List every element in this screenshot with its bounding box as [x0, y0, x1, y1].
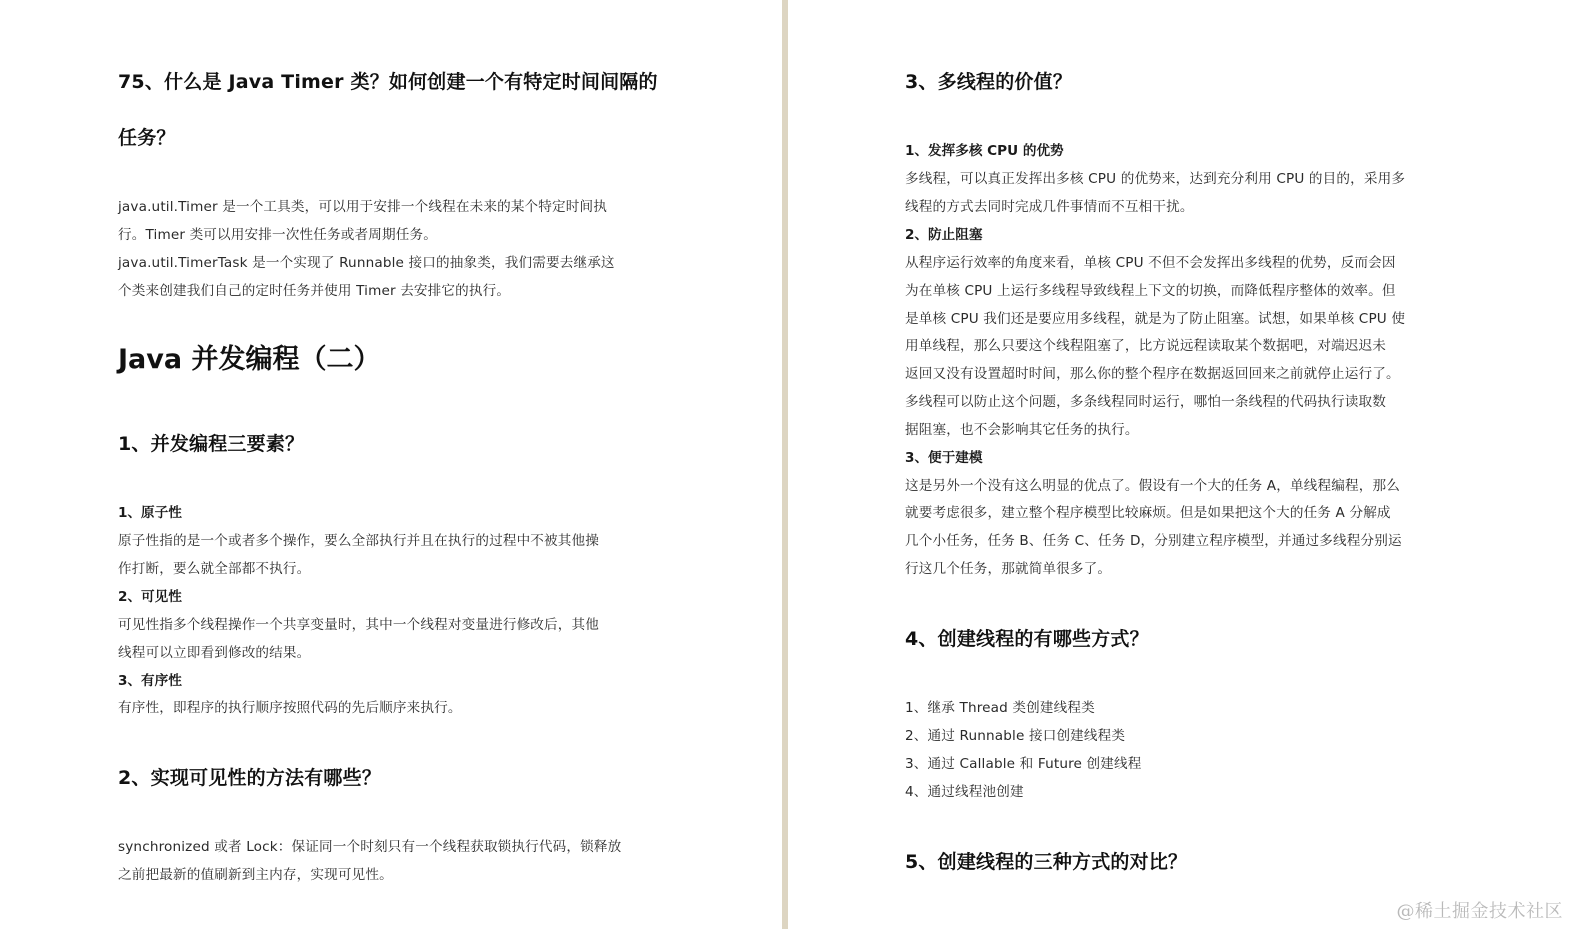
q1-atomicity-line2: 作打断，要么就全部都不执行。: [118, 561, 311, 577]
q2-title: 2、实现可见性的方法有哪些？: [118, 767, 382, 789]
q1-subtitle-visibility: 2、可见性: [118, 589, 182, 605]
q3-modeling-line1: 这是另外一个没有这么明显的优点了。假设有一个大的任务 A，单线程编程，那么: [905, 478, 1400, 494]
q3-blocking-line4: 用单线程，那么只要这个线程阻塞了，比方说远程读取某个数据吧，对端迟迟未: [905, 338, 1387, 354]
q1-title: 1、并发编程三要素？: [118, 433, 305, 455]
q3-modeling-line3: 几个小任务，任务 B、任务 C、任务 D，分别建立程序模型，并通过多线程分别运: [905, 533, 1402, 549]
q3-subtitle-modeling: 3、便于建模: [905, 450, 983, 466]
q5-title: 5、创建线程的三种方式的对比？: [905, 851, 1188, 873]
q75-paragraph1-line2: 行。Timer 类可以用安排一次性任务或者周期任务。: [118, 227, 437, 243]
q4-list-item: 2、通过 Runnable 接口创建线程类: [905, 728, 1126, 744]
q1-subtitle-atomicity: 1、原子性: [118, 505, 182, 521]
watermark-text: @稀土掘金技术社区: [1396, 901, 1563, 922]
q4-list-item: 1、继承 Thread 类创建线程类: [905, 700, 1095, 716]
q75-paragraph2-line1: java.util.TimerTask 是一个实现了 Runnable 接口的抽象类，我们需要去继承这: [118, 255, 615, 271]
q3-blocking-line6: 多线程可以防止这个问题，多条线程同时运行，哪怕一条线程的代码执行读取数: [905, 394, 1387, 410]
q75-title-line1: 75、什么是 Java Timer 类？如何创建一个有特定时间间隔的: [118, 71, 658, 93]
q3-modeling-line2: 就要考虑很多，建立整个程序模型比较麻烦。但是如果把这个大的任务 A 分解成: [905, 505, 1391, 521]
q1-subtitle-ordering: 3、有序性: [118, 673, 182, 689]
q3-multicore-line2: 线程的方式去同时完成几件事情而不互相干扰。: [905, 199, 1194, 215]
q3-blocking-line3: 是单核 CPU 我们还是要应用多线程，就是为了防止阻塞。试想，如果单核 CPU 使: [905, 311, 1406, 327]
q1-visibility-line2: 线程可以立即看到修改的结果。: [118, 645, 311, 661]
q3-blocking-line5: 返回又没有设置超时时间，那么你的整个程序在数据返回回来之前就停止运行了。: [905, 366, 1400, 382]
q1-ordering-line1: 有序性，即程序的执行顺序按照代码的先后顺序来执行。: [118, 700, 462, 716]
q4-title: 4、创建线程的有哪些方式？: [905, 628, 1149, 650]
q4-list-item: 3、通过 Callable 和 Future 创建线程: [905, 756, 1142, 772]
right-page: [788, 0, 1587, 929]
q3-blocking-line2: 为在单核 CPU 上运行多线程导致线程上下文的切换，而降低程序整体的效率。但: [905, 283, 1396, 299]
q1-visibility-line1: 可见性指多个线程操作一个共享变量时，其中一个线程对变量进行修改后，其他: [118, 617, 600, 633]
q3-blocking-line7: 据阻塞，也不会影响其它任务的执行。: [905, 422, 1139, 438]
q2-line2: 之前把最新的值刷新到主内存，实现可见性。: [118, 867, 393, 883]
q1-atomicity-line1: 原子性指的是一个或者多个操作，要么全部执行并且在执行的过程中不被其他操: [118, 533, 600, 549]
chapter-title: Java 并发编程（二）: [118, 344, 381, 375]
q75-paragraph1-line1: java.util.Timer 是一个工具类，可以用于安排一个线程在未来的某个特定时间执: [118, 199, 608, 215]
q75-paragraph2-line2: 个类来创建我们自己的定时任务并使用 Timer 去安排它的执行。: [118, 283, 511, 299]
q3-title: 3、多线程的价值？: [905, 71, 1073, 93]
q3-subtitle-multicore: 1、发挥多核 CPU 的优势: [905, 143, 1064, 159]
left-page: [0, 0, 782, 929]
q3-blocking-line1: 从程序运行效率的角度来看，单核 CPU 不但不会发挥出多线程的优势，反而会因: [905, 255, 1396, 271]
q3-subtitle-blocking: 2、防止阻塞: [905, 227, 983, 243]
q2-line1: synchronized 或者 Lock：保证同一个时刻只有一个线程获取锁执行代码，锁释放: [118, 839, 622, 855]
q4-list-item: 4、通过线程池创建: [905, 784, 1024, 800]
q3-multicore-line1: 多线程，可以真正发挥出多核 CPU 的优势来，达到充分利用 CPU 的目的，采用多: [905, 171, 1406, 187]
q75-title-line2: 任务？: [118, 127, 176, 149]
q3-modeling-line4: 行这几个任务，那就简单很多了。: [905, 561, 1112, 577]
